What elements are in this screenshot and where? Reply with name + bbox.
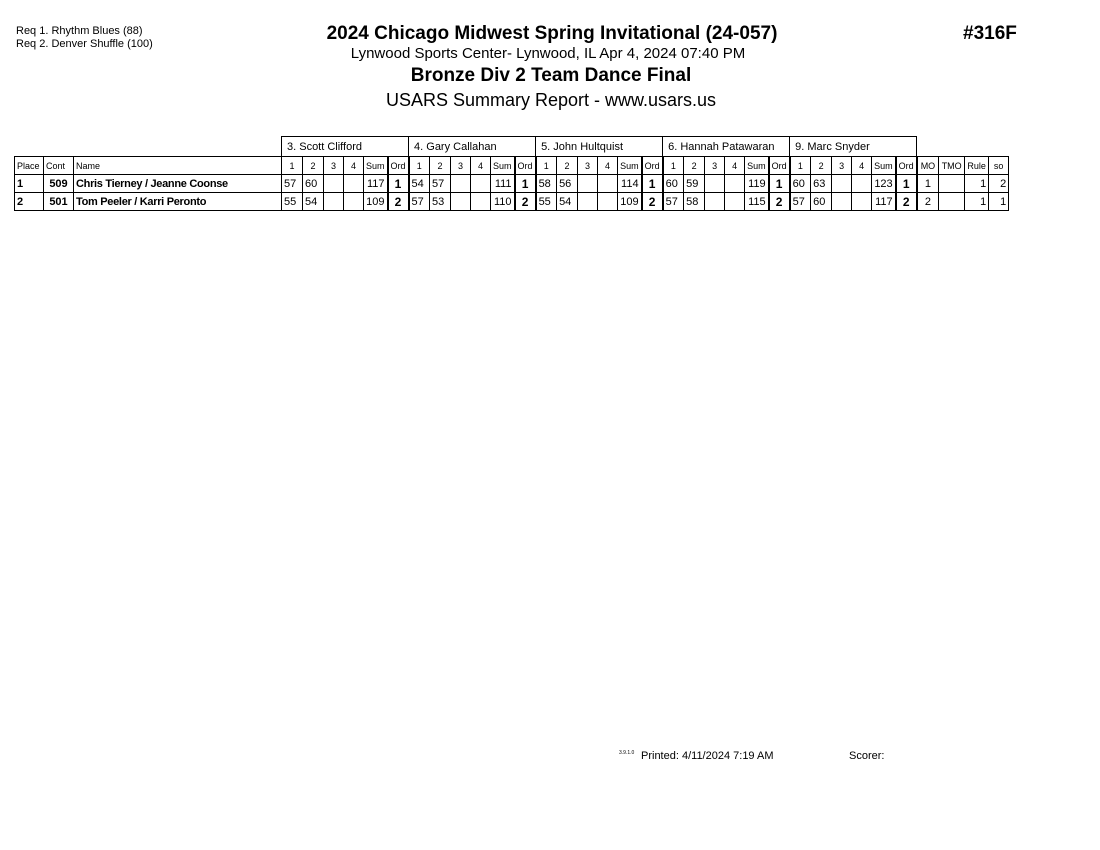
score-cell: 58 — [684, 193, 705, 211]
score-cell — [725, 175, 745, 193]
tmo-cell — [939, 193, 965, 211]
judge-name: 9. Marc Snyder — [790, 137, 917, 157]
software-version: 3.9.1.0 — [619, 750, 635, 756]
ordinal-cell: 1 — [769, 175, 790, 193]
score-cell: 57 — [790, 193, 811, 211]
judge-column-header: Ord — [388, 157, 409, 175]
judge-column-header: 4 — [344, 157, 364, 175]
score-cell — [725, 193, 745, 211]
score-cell — [705, 175, 725, 193]
judge-column-header: 4 — [471, 157, 491, 175]
judge-name: 6. Hannah Patawaran — [663, 137, 790, 157]
scorer-label: Scorer: — [849, 750, 885, 762]
sum-cell: 110 — [491, 193, 515, 211]
team-name: Chris Tierney / Jeanne Coonse — [74, 175, 282, 193]
sum-cell: 115 — [745, 193, 769, 211]
printed-timestamp: Printed: 4/11/2024 7:19 AM — [641, 750, 774, 762]
score-cell — [705, 193, 725, 211]
judge-name: 5. John Hultquist — [536, 137, 663, 157]
results-table — [14, 136, 1009, 211]
score-cell — [832, 193, 852, 211]
score-cell: 57 — [282, 175, 303, 193]
rule-cell: 1 — [965, 193, 989, 211]
score-cell — [852, 193, 872, 211]
judge-column-header: 1 — [536, 157, 557, 175]
score-cell — [578, 193, 598, 211]
judge-column-header: 2 — [303, 157, 324, 175]
judge-column-header: Ord — [642, 157, 663, 175]
score-cell: 59 — [684, 175, 705, 193]
score-cell: 58 — [536, 175, 557, 193]
sum-cell: 114 — [618, 175, 642, 193]
competition-title: 2024 Chicago Midwest Spring Invitational (24-057) — [326, 23, 778, 44]
requirement-2: Req 2. Denver Shuffle (100) — [16, 38, 153, 50]
judge-column-header: 3 — [705, 157, 725, 175]
mo-cell: 2 — [917, 193, 939, 211]
contestant-number: 509 — [44, 175, 74, 193]
score-cell: 60 — [303, 175, 324, 193]
requirements-list — [16, 25, 153, 51]
sum-cell: 109 — [364, 193, 388, 211]
score-cell — [344, 193, 364, 211]
score-cell — [344, 175, 364, 193]
tmo-cell — [939, 175, 965, 193]
judge-column-header: Sum — [872, 157, 896, 175]
judge-column-header: 3 — [832, 157, 852, 175]
score-cell: 55 — [536, 193, 557, 211]
sum-cell: 119 — [745, 175, 769, 193]
score-cell: 57 — [409, 193, 430, 211]
score-cell — [471, 175, 491, 193]
judge-column-header: 2 — [684, 157, 705, 175]
score-cell: 53 — [430, 193, 451, 211]
score-cell: 54 — [303, 193, 324, 211]
judge-column-header: 2 — [557, 157, 578, 175]
score-cell — [324, 175, 344, 193]
score-cell — [451, 175, 471, 193]
score-cell: 57 — [430, 175, 451, 193]
mo-cell: 1 — [917, 175, 939, 193]
so-cell: 2 — [989, 175, 1009, 193]
judge-header-row — [15, 137, 1009, 157]
judge-column-header: 2 — [811, 157, 832, 175]
sum-cell: 117 — [364, 175, 388, 193]
judge-row-spacer — [15, 137, 282, 157]
so-header: so — [989, 157, 1009, 175]
team-name: Tom Peeler / Karri Peronto — [74, 193, 282, 211]
judge-column-header: Ord — [769, 157, 790, 175]
table-row — [15, 175, 1009, 193]
score-cell: 54 — [557, 193, 578, 211]
ordinal-cell: 1 — [388, 175, 409, 193]
place-cell: 1 — [15, 175, 44, 193]
judge-name: 3. Scott Clifford — [282, 137, 409, 157]
venue-date: Lynwood Sports Center- Lynwood, IL Apr 4, 2024 07:40 PM — [350, 45, 746, 62]
score-cell: 60 — [790, 175, 811, 193]
score-cell — [578, 175, 598, 193]
score-cell: 57 — [663, 193, 684, 211]
ordinal-cell: 2 — [642, 193, 663, 211]
score-cell — [598, 175, 618, 193]
report-title: USARS Summary Report - www.usars.us — [385, 90, 717, 110]
score-cell — [832, 175, 852, 193]
judge-column-header: 3 — [451, 157, 471, 175]
event-title: Bronze Div 2 Team Dance Final — [410, 65, 692, 86]
ordinal-cell: 2 — [896, 193, 917, 211]
rule-cell: 1 — [965, 175, 989, 193]
so-cell: 1 — [989, 193, 1009, 211]
judge-column-header: Sum — [618, 157, 642, 175]
requirement-1: Req 1. Rhythm Blues (88) — [16, 25, 143, 37]
sum-cell: 117 — [872, 193, 896, 211]
score-cell: 60 — [811, 193, 832, 211]
column-header-row — [15, 157, 1009, 175]
score-cell: 55 — [282, 193, 303, 211]
judge-column-header: 3 — [578, 157, 598, 175]
ordinal-cell: 2 — [769, 193, 790, 211]
place-cell: 2 — [15, 193, 44, 211]
rule-header: Rule — [965, 157, 989, 175]
judge-column-header: Ord — [515, 157, 536, 175]
judge-name: 4. Gary Callahan — [409, 137, 536, 157]
event-number: #316F — [963, 23, 1017, 44]
tmo-header: TMO — [939, 157, 965, 175]
ordinal-cell: 2 — [388, 193, 409, 211]
sum-cell: 109 — [618, 193, 642, 211]
judge-column-header: 4 — [852, 157, 872, 175]
judge-column-header: 3 — [324, 157, 344, 175]
cont-header: Cont — [44, 157, 74, 175]
judge-column-header: Sum — [364, 157, 388, 175]
ordinal-cell: 1 — [642, 175, 663, 193]
sum-cell: 123 — [872, 175, 896, 193]
score-cell — [852, 175, 872, 193]
judge-row-spacer — [917, 137, 1009, 157]
judge-column-header: Ord — [896, 157, 917, 175]
judge-column-header: 2 — [430, 157, 451, 175]
judge-column-header: Sum — [491, 157, 515, 175]
score-cell: 56 — [557, 175, 578, 193]
contestant-number: 501 — [44, 193, 74, 211]
judge-column-header: 4 — [725, 157, 745, 175]
table-row — [15, 193, 1009, 211]
score-cell — [471, 193, 491, 211]
score-cell — [451, 193, 471, 211]
judge-column-header: Sum — [745, 157, 769, 175]
sum-cell: 111 — [491, 175, 515, 193]
score-cell: 60 — [663, 175, 684, 193]
ordinal-cell: 1 — [896, 175, 917, 193]
name-header: Name — [74, 157, 282, 175]
mo-header: MO — [917, 157, 939, 175]
judge-column-header: 1 — [409, 157, 430, 175]
score-cell: 63 — [811, 175, 832, 193]
ordinal-cell: 1 — [515, 175, 536, 193]
score-cell — [324, 193, 344, 211]
judge-column-header: 4 — [598, 157, 618, 175]
place-header: Place — [15, 157, 44, 175]
score-cell — [598, 193, 618, 211]
score-cell: 54 — [409, 175, 430, 193]
judge-column-header: 1 — [790, 157, 811, 175]
ordinal-cell: 2 — [515, 193, 536, 211]
judge-column-header: 1 — [663, 157, 684, 175]
judge-column-header: 1 — [282, 157, 303, 175]
